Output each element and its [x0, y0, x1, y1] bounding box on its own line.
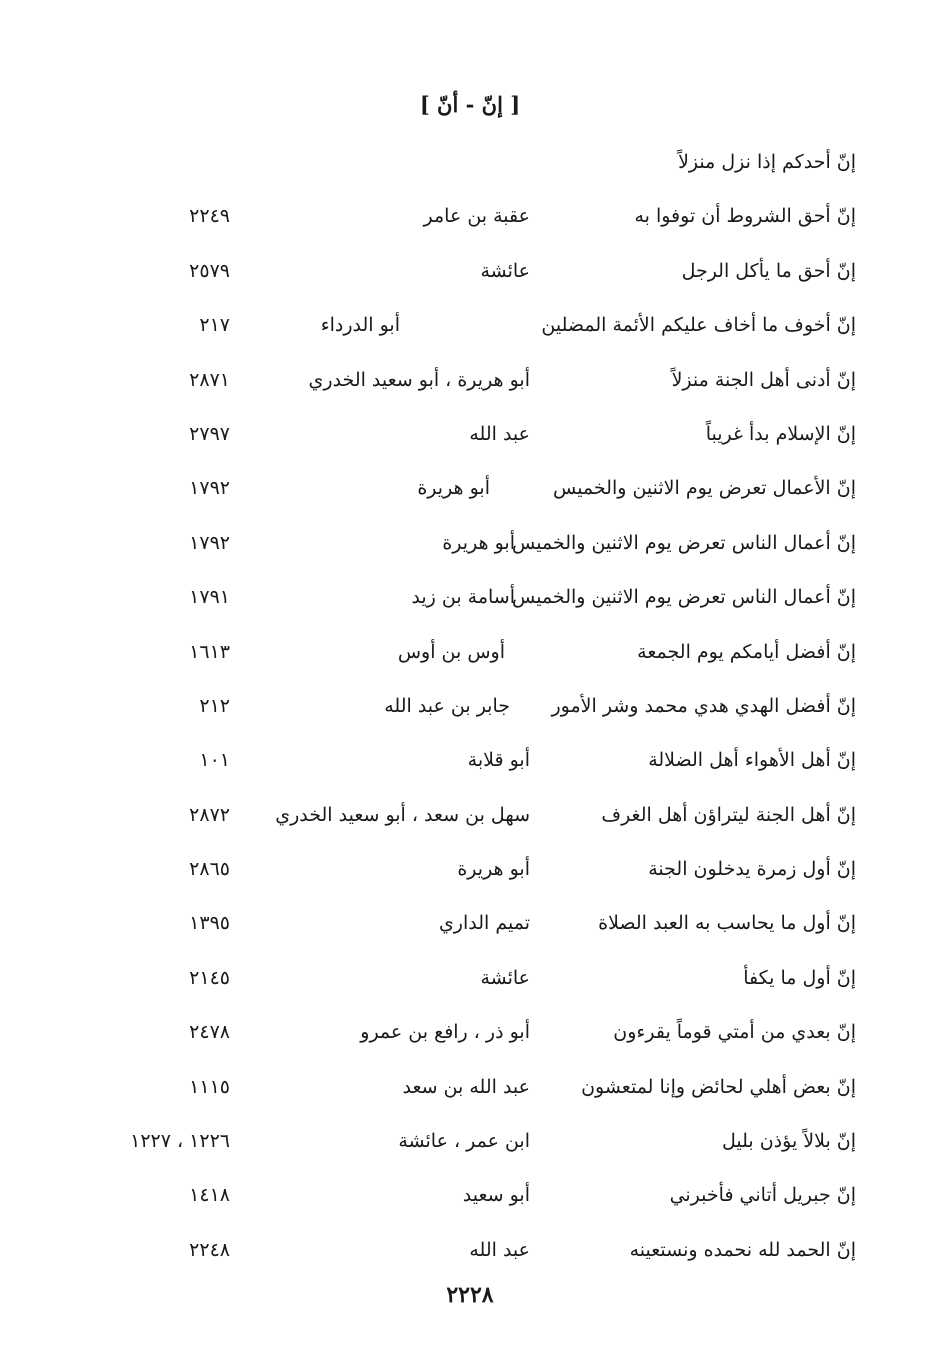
index-entry	[0, 1010, 940, 1064]
hadith-text: إنّ أحق ما يأكل الرجل	[681, 259, 856, 282]
hadith-number: ٢٥٧٩	[189, 259, 230, 282]
hadith-text: إنّ بلالاً يؤذن بليل	[721, 1130, 856, 1153]
hadith-text: إنّ أحق الشروط أن توفوا به	[634, 205, 856, 228]
narrator: جابر بن عبد الله	[384, 694, 510, 717]
hadith-text: إنّ أول ما يحاسب به العبد الصلاة	[598, 912, 856, 935]
narrator: أبو هريرة ، أبو سعيد الخدري	[308, 368, 530, 391]
index-entry	[0, 140, 940, 194]
index-entry	[0, 1228, 940, 1282]
hadith-text: إنّ بعدي من أمتي قوماً يقرءون	[613, 1021, 856, 1044]
index-entry	[0, 684, 940, 738]
narrator: تميم الداري	[438, 912, 530, 935]
index-entry	[0, 1119, 940, 1173]
narrator: أبو هريرة	[457, 858, 530, 881]
hadith-number: ١٦١٣	[189, 640, 230, 663]
hadith-text: إنّ أفضل الهدي هدي محمد وشر الأمور	[551, 694, 856, 717]
hadith-text: إنّ أخوف ما أخاف عليكم الأئمة المضلين	[541, 314, 856, 337]
hadith-number: ١٢٢٦ ، ١٢٢٧	[130, 1130, 230, 1153]
hadith-number: ١١١٥	[189, 1075, 230, 1098]
hadith-text: إنّ أول ما يكفأ	[743, 966, 856, 989]
narrator: أوس بن أوس	[397, 640, 505, 663]
narrator: عقبة بن عامر	[423, 205, 530, 228]
narrator: أبو ذر ، رافع بن عمرو	[360, 1021, 530, 1044]
index-entry	[0, 1173, 940, 1227]
hadith-number: ٢٨٦٥	[189, 858, 230, 881]
hadith-number: ٢١٤٥	[189, 966, 230, 989]
hadith-number: ١٠١	[199, 749, 230, 772]
narrator: أبو قلابة	[467, 749, 530, 772]
index-entry	[0, 793, 940, 847]
hadith-text: إنّ أحدكم إذا نزل منزلاً	[678, 151, 856, 173]
index-entry	[0, 575, 940, 629]
hadith-text: إنّ أفضل أيامكم يوم الجمعة	[637, 640, 856, 663]
index-entry	[0, 466, 940, 520]
narrator: أبو هريرة	[442, 531, 515, 554]
narrator: أسامة بن زيد	[411, 586, 515, 609]
hadith-text: إنّ الحمد لله نحمده ونستعينه	[629, 1238, 856, 1261]
narrator: عائشة	[480, 259, 530, 282]
hadith-number: ١٧٩٢	[189, 477, 230, 500]
index-entry	[0, 901, 940, 955]
narrator: عائشة	[480, 966, 530, 989]
hadith-text: إنّ جبريل أتاني فأخبرني	[669, 1184, 856, 1207]
index-entry	[0, 521, 940, 575]
index-entry	[0, 194, 940, 248]
hadith-text: إنّ أدنى أهل الجنة منزلاً	[671, 368, 856, 391]
hadith-number: ٢٨٧١	[189, 368, 230, 391]
hadith-text: إنّ الأعمال تعرض يوم الاثنين والخميس	[552, 477, 856, 500]
narrator: عبد الله	[469, 1238, 530, 1261]
index-entry	[0, 956, 940, 1010]
index-entry	[0, 249, 940, 303]
hadith-number: ١٤١٨	[189, 1184, 230, 1207]
index-entry	[0, 412, 940, 466]
narrator: أبو الدرداء	[320, 314, 400, 337]
hadith-text: إنّ أعمال الناس تعرض يوم الاثنين والخميس	[511, 586, 856, 609]
hadith-number: ٢٤٧٨	[189, 1021, 230, 1044]
hadith-text: إنّ أهل الجنة ليتراؤن أهل الغرف	[601, 803, 856, 826]
hadith-number: ٢٢٤٩	[189, 205, 230, 228]
hadith-number: ٢٢٤٨	[189, 1238, 230, 1261]
index-entry	[0, 303, 940, 357]
narrator: أبو سعيد	[462, 1184, 530, 1207]
hadith-text: إنّ أهل الأهواء أهل الضلالة	[648, 749, 856, 772]
narrator: عبد الله بن سعد	[402, 1075, 530, 1098]
page-number: ٢٢٢٨	[446, 1282, 494, 1308]
index-entry	[0, 738, 940, 792]
narrator: سهل بن سعد ، أبو سعيد الخدري	[275, 803, 530, 826]
narrator: عبد الله	[469, 422, 530, 445]
hadith-number: ١٧٩١	[189, 586, 230, 609]
hadith-number: ١٧٩٢	[189, 531, 230, 554]
hadith-number: ١٣٩٥	[189, 912, 230, 935]
narrator: ابن عمر ، عائشة	[398, 1130, 530, 1153]
hadith-text: إنّ بعض أهلي لحائض وإنا لمتعشون	[581, 1075, 856, 1098]
index-entry	[0, 847, 940, 901]
hadith-text: إنّ أعمال الناس تعرض يوم الاثنين والخميس	[511, 531, 856, 554]
page-header: [ إنّ - أنّ ]	[419, 92, 521, 117]
hadith-number: ٢٧٩٧	[189, 422, 230, 445]
hadith-number: ٢١٧	[199, 314, 230, 337]
index-entry	[0, 358, 940, 412]
hadith-text: إنّ أول زمرة يدخلون الجنة	[648, 858, 856, 881]
index-entry	[0, 630, 940, 684]
hadith-number: ٢٨٧٢	[189, 803, 230, 826]
index-entry	[0, 1065, 940, 1119]
narrator: أبو هريرة	[417, 477, 490, 500]
hadith-number: ٢١٢	[199, 694, 230, 717]
index-entries	[0, 140, 940, 1282]
hadith-text: إنّ الإسلام بدأ غريباً	[705, 422, 856, 445]
